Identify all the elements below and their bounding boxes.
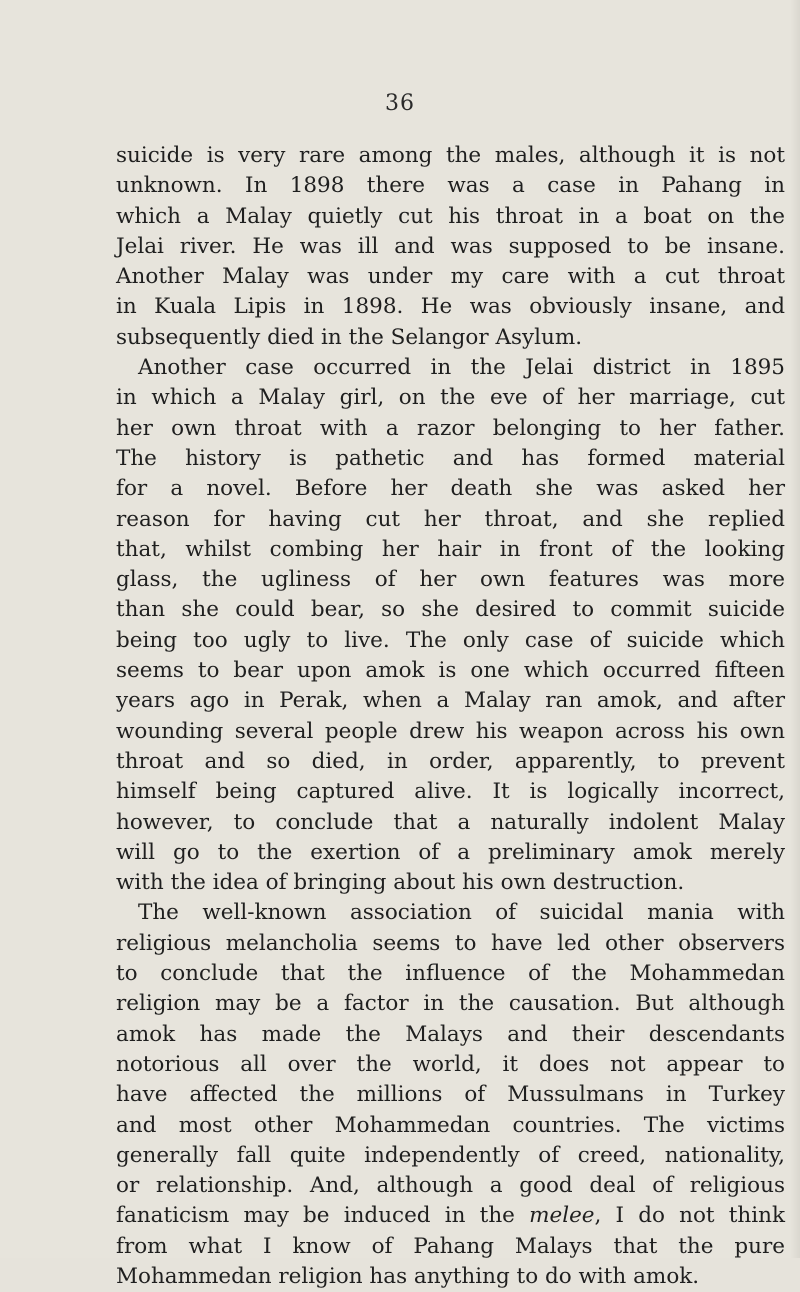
text-line: that, whilst combing her hair in front of the looking [116,536,785,562]
text-line: being too ugly to live. The only case of suicide which [116,627,785,653]
text-line: in which a Malay girl, on the eve of her marriage, cut [116,385,785,411]
body-text [116,141,785,1292]
page-number: 36 [385,91,415,116]
text-line: from what I know of Pahang Malays that the pure [116,1233,785,1259]
text-line: subsequently died in the Selangor Asylum. [116,324,583,350]
text-line: unknown. In 1898 there was a case in Pahang in [116,173,785,199]
paragraph-2 [116,353,785,898]
text-line: religious melancholia seems to have led other observers [116,930,785,956]
text-line: religion may be a factor in the causation. But although [116,991,785,1017]
text-line: The history is pathetic and has formed material [116,445,785,471]
text-line: which a Malay quietly cut his throat in a boat on the [116,203,785,229]
text-line: for a novel. Before her death she was asked her [116,476,785,502]
text-line: with the idea of bringing about his own destruction. [116,870,685,896]
text-line: Jelai river. He was ill and was supposed to be insane. [116,233,785,259]
text-line: Another case occurred in the Jelai district in 1895 [138,355,785,381]
paragraph-3 [116,898,785,1292]
text-line: Mohammedan religion has anything to do with amok. [116,1263,700,1289]
text-line: than she could bear, so she desired to commit suicide [116,597,785,623]
text-line: throat and so died, in order, apparently, to prevent [116,748,785,774]
italic-word: melee [529,1203,595,1229]
text-line: and most other Mohammedan countries. The victims [116,1112,785,1138]
text-line: notorious all over the world, it does not appear to [116,1051,785,1077]
text-line: or relationship. And, although a good deal of religious [116,1173,785,1199]
paragraph-1 [116,141,785,353]
text-line: to conclude that the influence of the Mohammedan [116,961,785,987]
text-line-with-italic [116,1201,785,1231]
text-line: seems to bear upon amok is one which occurred fifteen [116,658,785,684]
text-line: have affected the millions of Mussulmans in Turkey [116,1082,785,1108]
text-line: The well-known association of suicidal mania with [138,900,785,926]
text-fragment: , I do not think [594,1203,786,1229]
text-line: himself being captured alive. It is logically incorrect, [116,779,785,805]
text-line: her own throat with a razor belonging to her father. [116,415,785,441]
text-line: generally fall quite independently of creed, nationality, [116,1142,785,1168]
page-edge-shadow [790,0,800,1258]
text-line: however, to conclude that a naturally indolent Malay [116,809,785,835]
text-line: will go to the exertion of a preliminary amok merely [116,839,785,865]
text-line: suicide is very rare among the males, although it is not [116,143,785,168]
text-line: amok has made the Malays and their descendants [116,1021,785,1047]
text-line: glass, the ugliness of her own features was more [116,567,785,593]
text-line: Another Malay was under my care with a cut throat [116,264,785,290]
text-line: years ago in Perak, when a Malay ran amok, and after [116,688,785,714]
text-fragment: fanaticism may be induced in the [116,1203,530,1229]
text-line: reason for having cut her throat, and she replied [116,506,785,532]
text-line: in Kuala Lipis in 1898. He was obviously insane, and [116,294,785,320]
text-line: wounding several people drew his weapon across his own [116,718,785,744]
